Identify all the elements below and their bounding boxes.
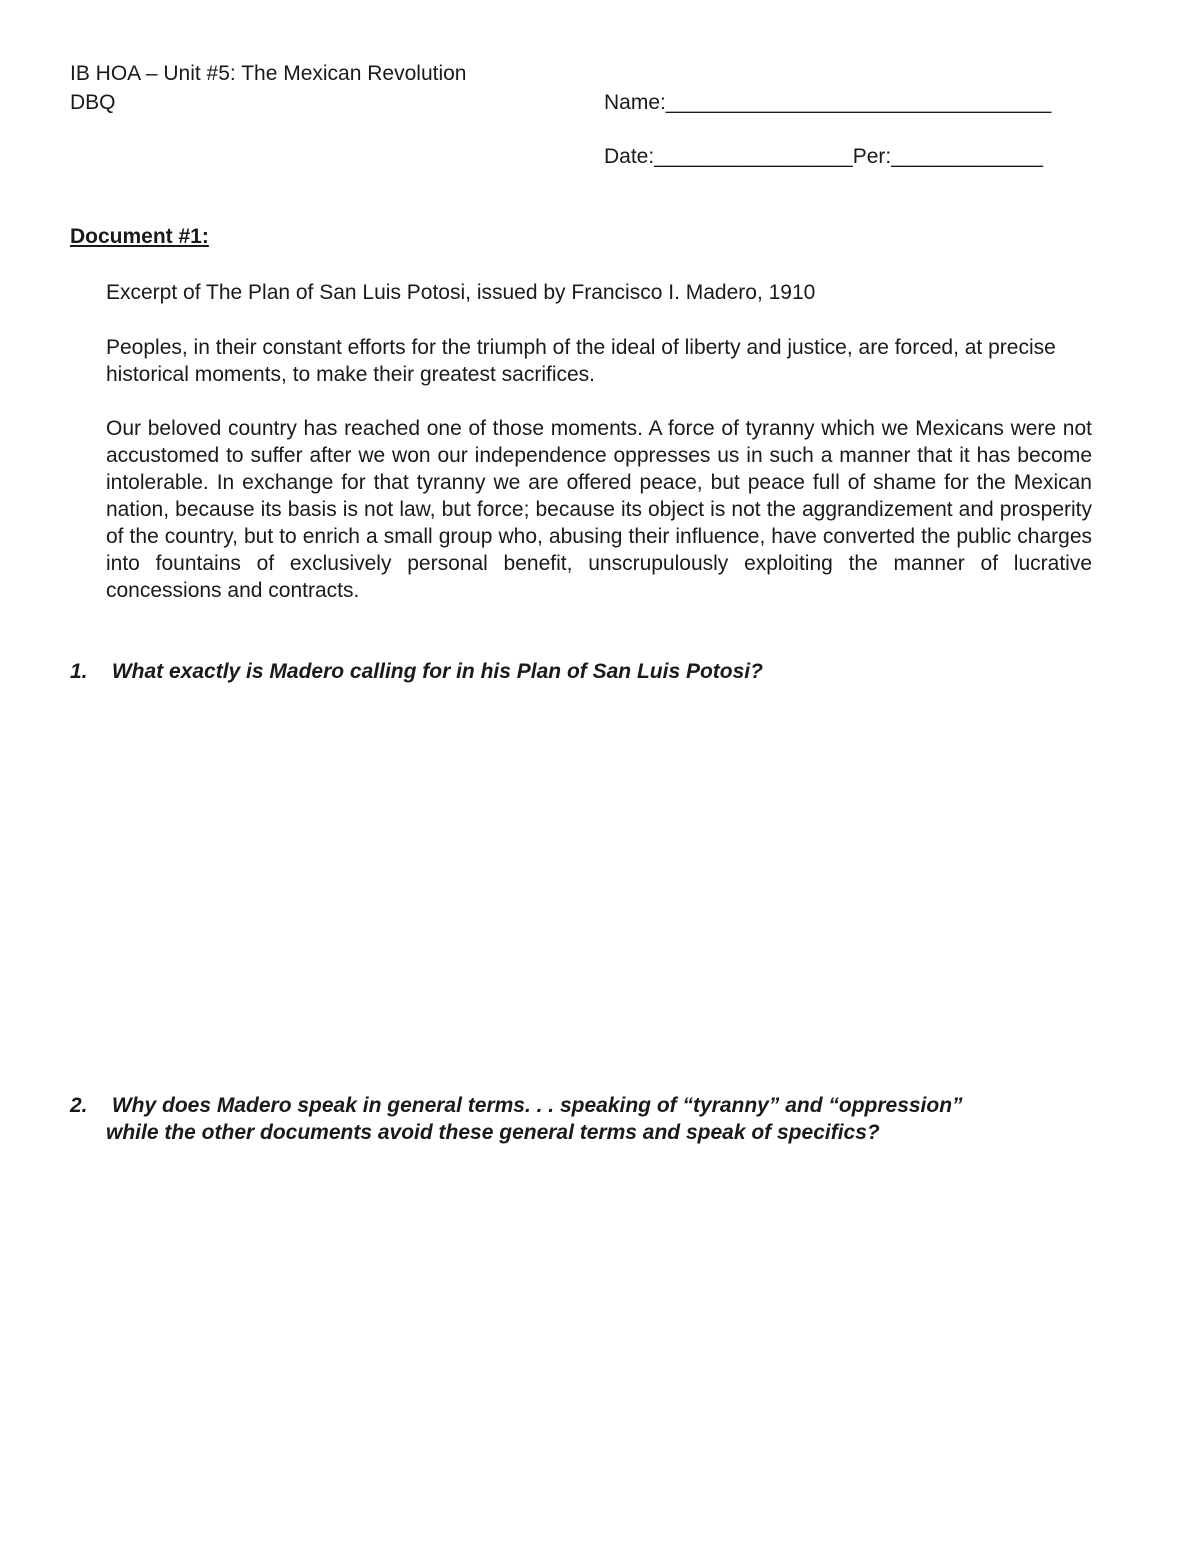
document-heading: Document #1: [70, 225, 209, 248]
question-number: 2. [70, 1094, 88, 1117]
question-2 [70, 1092, 1100, 1146]
name-field[interactable]: Name:_________________________________ [604, 91, 1052, 114]
question-1 [70, 658, 763, 685]
excerpt-paragraph: Peoples, in their constant efforts for the triumph of the ideal of liberty and justice, are forced, at precise historical moments, to make their greatest sacrifices. [106, 336, 1056, 386]
question-text-line-1: Why does Madero speak in general terms. . . speaking of “tyranny” and “oppression” [111, 1094, 963, 1117]
question-number: 1. [70, 660, 88, 683]
course-title: IB HOA – Unit #5: The Mexican Revolution [70, 62, 467, 85]
excerpt-title: Excerpt of The Plan of San Luis Potosi, issued by Francisco I. Madero, 1910 [106, 281, 816, 304]
assignment-type-label: DBQ [70, 91, 116, 114]
excerpt-paragraph: Our beloved country has reached one of those moments. A force of tyranny which we Mexicans were not accustomed to suffer after we won our independence oppresses us in such a manner that it has become intolerable. In exchange for that tyranny we are offered peace, but peace full of shame for the Mexican nation, because its basis is not law, but force; because its object is not the aggrandizement and prosperity of the country, but to enrich a small group who, abusing their influence, have converted the public charges into fountains of exclusively personal benefit, unscrupulously exploiting the manner of lucrative concessions and contracts. [106, 417, 1092, 602]
date-period-field[interactable]: Date:_________________Per:_____________ [604, 145, 1044, 168]
question-text: What exactly is Madero calling for in his Plan of San Luis Potosi? [111, 660, 763, 683]
question-text-line-2: while the other documents avoid these general terms and speak of specifics? [106, 1121, 880, 1144]
